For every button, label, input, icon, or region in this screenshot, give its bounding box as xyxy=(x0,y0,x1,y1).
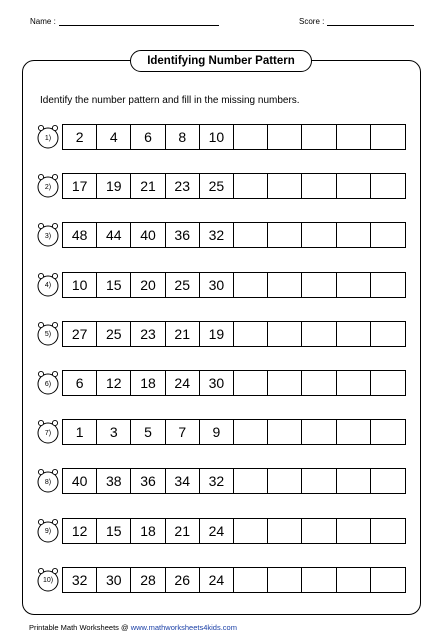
number-sequence xyxy=(62,370,406,396)
number-sequence xyxy=(62,567,406,593)
given-number-cell: 21 xyxy=(166,322,200,346)
given-number-cell: 6 xyxy=(131,125,165,149)
given-number-cell: 12 xyxy=(63,519,97,543)
missing-number-cell[interactable] xyxy=(371,469,405,493)
missing-number-cell[interactable] xyxy=(268,322,302,346)
given-number-cell: 12 xyxy=(97,371,131,395)
given-number-cell: 25 xyxy=(166,273,200,297)
number-sequence xyxy=(62,222,406,248)
missing-number-cell[interactable] xyxy=(302,519,336,543)
problem-number-badge xyxy=(35,272,61,298)
missing-number-cell[interactable] xyxy=(234,371,268,395)
given-number-cell: 30 xyxy=(200,371,234,395)
number-sequence xyxy=(62,321,406,347)
given-number-cell: 40 xyxy=(63,469,97,493)
number-sequence xyxy=(62,518,406,544)
missing-number-cell[interactable] xyxy=(337,420,371,444)
given-number-cell: 23 xyxy=(166,174,200,198)
given-number-cell: 21 xyxy=(131,174,165,198)
given-number-cell: 24 xyxy=(200,568,234,592)
missing-number-cell[interactable] xyxy=(371,223,405,247)
name-line[interactable] xyxy=(59,17,219,26)
missing-number-cell[interactable] xyxy=(371,273,405,297)
given-number-cell: 44 xyxy=(97,223,131,247)
given-number-cell: 32 xyxy=(200,223,234,247)
missing-number-cell[interactable] xyxy=(234,469,268,493)
given-number-cell: 23 xyxy=(131,322,165,346)
missing-number-cell[interactable] xyxy=(268,223,302,247)
missing-number-cell[interactable] xyxy=(268,519,302,543)
missing-number-cell[interactable] xyxy=(371,125,405,149)
given-number-cell: 18 xyxy=(131,371,165,395)
given-number-cell: 36 xyxy=(166,223,200,247)
given-number-cell: 25 xyxy=(97,322,131,346)
problem-number: 3) xyxy=(44,232,52,240)
problem-number: 6) xyxy=(44,380,52,388)
problem-number-badge xyxy=(35,518,61,544)
instructions: Identify the number pattern and fill in the missing numbers. xyxy=(40,95,300,106)
worksheet-title: Identifying Number Pattern xyxy=(130,50,312,72)
score-label: Score : xyxy=(299,17,325,26)
given-number-cell: 5 xyxy=(131,420,165,444)
missing-number-cell[interactable] xyxy=(234,273,268,297)
footer-prefix: Printable Math Worksheets @ xyxy=(29,623,131,632)
given-number-cell: 15 xyxy=(97,519,131,543)
missing-number-cell[interactable] xyxy=(302,174,336,198)
number-sequence xyxy=(62,419,406,445)
footer xyxy=(29,623,237,632)
problem-number: 9) xyxy=(44,528,52,536)
given-number-cell: 4 xyxy=(97,125,131,149)
given-number-cell: 18 xyxy=(131,519,165,543)
problem-number-badge xyxy=(35,370,61,396)
given-number-cell: 25 xyxy=(200,174,234,198)
missing-number-cell[interactable] xyxy=(337,223,371,247)
missing-number-cell[interactable] xyxy=(302,322,336,346)
missing-number-cell[interactable] xyxy=(268,125,302,149)
problem-number: 7) xyxy=(44,429,52,437)
missing-number-cell[interactable] xyxy=(371,519,405,543)
missing-number-cell[interactable] xyxy=(337,125,371,149)
missing-number-cell[interactable] xyxy=(371,174,405,198)
missing-number-cell[interactable] xyxy=(337,371,371,395)
missing-number-cell[interactable] xyxy=(337,273,371,297)
missing-number-cell[interactable] xyxy=(234,125,268,149)
missing-number-cell[interactable] xyxy=(234,223,268,247)
problem-number-badge xyxy=(35,419,61,445)
missing-number-cell[interactable] xyxy=(302,568,336,592)
given-number-cell: 8 xyxy=(166,125,200,149)
given-number-cell: 26 xyxy=(166,568,200,592)
given-number-cell: 28 xyxy=(131,568,165,592)
missing-number-cell[interactable] xyxy=(371,568,405,592)
problem-number-badge xyxy=(35,321,61,347)
problem-number: 2) xyxy=(44,183,52,191)
missing-number-cell[interactable] xyxy=(337,322,371,346)
missing-number-cell[interactable] xyxy=(268,273,302,297)
given-number-cell: 32 xyxy=(63,568,97,592)
name-field xyxy=(30,17,219,26)
given-number-cell: 7 xyxy=(166,420,200,444)
number-sequence xyxy=(62,272,406,298)
missing-number-cell[interactable] xyxy=(302,125,336,149)
problem-number: 1) xyxy=(44,134,52,142)
missing-number-cell[interactable] xyxy=(302,420,336,444)
problem-number: 4) xyxy=(44,282,52,290)
missing-number-cell[interactable] xyxy=(234,519,268,543)
missing-number-cell[interactable] xyxy=(234,568,268,592)
problem-number-badge xyxy=(35,222,61,248)
score-field xyxy=(299,17,414,26)
missing-number-cell[interactable] xyxy=(268,420,302,444)
missing-number-cell[interactable] xyxy=(371,371,405,395)
number-sequence xyxy=(62,124,406,150)
given-number-cell: 6 xyxy=(63,371,97,395)
given-number-cell: 17 xyxy=(63,174,97,198)
missing-number-cell[interactable] xyxy=(268,568,302,592)
given-number-cell: 9 xyxy=(200,420,234,444)
missing-number-cell[interactable] xyxy=(337,174,371,198)
missing-number-cell[interactable] xyxy=(268,371,302,395)
missing-number-cell[interactable] xyxy=(302,223,336,247)
given-number-cell: 10 xyxy=(63,273,97,297)
given-number-cell: 34 xyxy=(166,469,200,493)
given-number-cell: 40 xyxy=(131,223,165,247)
problem-number: 8) xyxy=(44,478,52,486)
given-number-cell: 2 xyxy=(63,125,97,149)
given-number-cell: 24 xyxy=(166,371,200,395)
given-number-cell: 48 xyxy=(63,223,97,247)
problem-number-badge xyxy=(35,468,61,494)
given-number-cell: 3 xyxy=(97,420,131,444)
problem-number: 5) xyxy=(44,331,52,339)
missing-number-cell[interactable] xyxy=(371,322,405,346)
missing-number-cell[interactable] xyxy=(337,469,371,493)
missing-number-cell[interactable] xyxy=(302,469,336,493)
given-number-cell: 30 xyxy=(97,568,131,592)
given-number-cell: 1 xyxy=(63,420,97,444)
missing-number-cell[interactable] xyxy=(337,519,371,543)
missing-number-cell[interactable] xyxy=(234,420,268,444)
problem-number-badge xyxy=(35,173,61,199)
given-number-cell: 20 xyxy=(131,273,165,297)
missing-number-cell[interactable] xyxy=(371,420,405,444)
score-line[interactable] xyxy=(327,17,414,26)
missing-number-cell[interactable] xyxy=(268,174,302,198)
number-sequence xyxy=(62,173,406,199)
given-number-cell: 21 xyxy=(166,519,200,543)
given-number-cell: 15 xyxy=(97,273,131,297)
number-sequence xyxy=(62,468,406,494)
missing-number-cell[interactable] xyxy=(302,371,336,395)
missing-number-cell[interactable] xyxy=(268,469,302,493)
given-number-cell: 27 xyxy=(63,322,97,346)
missing-number-cell[interactable] xyxy=(234,174,268,198)
footer-link[interactable]: www.mathworksheets4kids.com xyxy=(130,623,237,632)
problem-number-badge xyxy=(35,124,61,150)
missing-number-cell[interactable] xyxy=(337,568,371,592)
problem-number-badge xyxy=(35,567,61,593)
given-number-cell: 36 xyxy=(131,469,165,493)
name-label: Name : xyxy=(30,17,56,26)
missing-number-cell[interactable] xyxy=(302,273,336,297)
given-number-cell: 32 xyxy=(200,469,234,493)
given-number-cell: 30 xyxy=(200,273,234,297)
given-number-cell: 10 xyxy=(200,125,234,149)
given-number-cell: 19 xyxy=(200,322,234,346)
given-number-cell: 19 xyxy=(97,174,131,198)
missing-number-cell[interactable] xyxy=(234,322,268,346)
given-number-cell: 24 xyxy=(200,519,234,543)
given-number-cell: 38 xyxy=(97,469,131,493)
problem-number: 10) xyxy=(42,577,54,585)
